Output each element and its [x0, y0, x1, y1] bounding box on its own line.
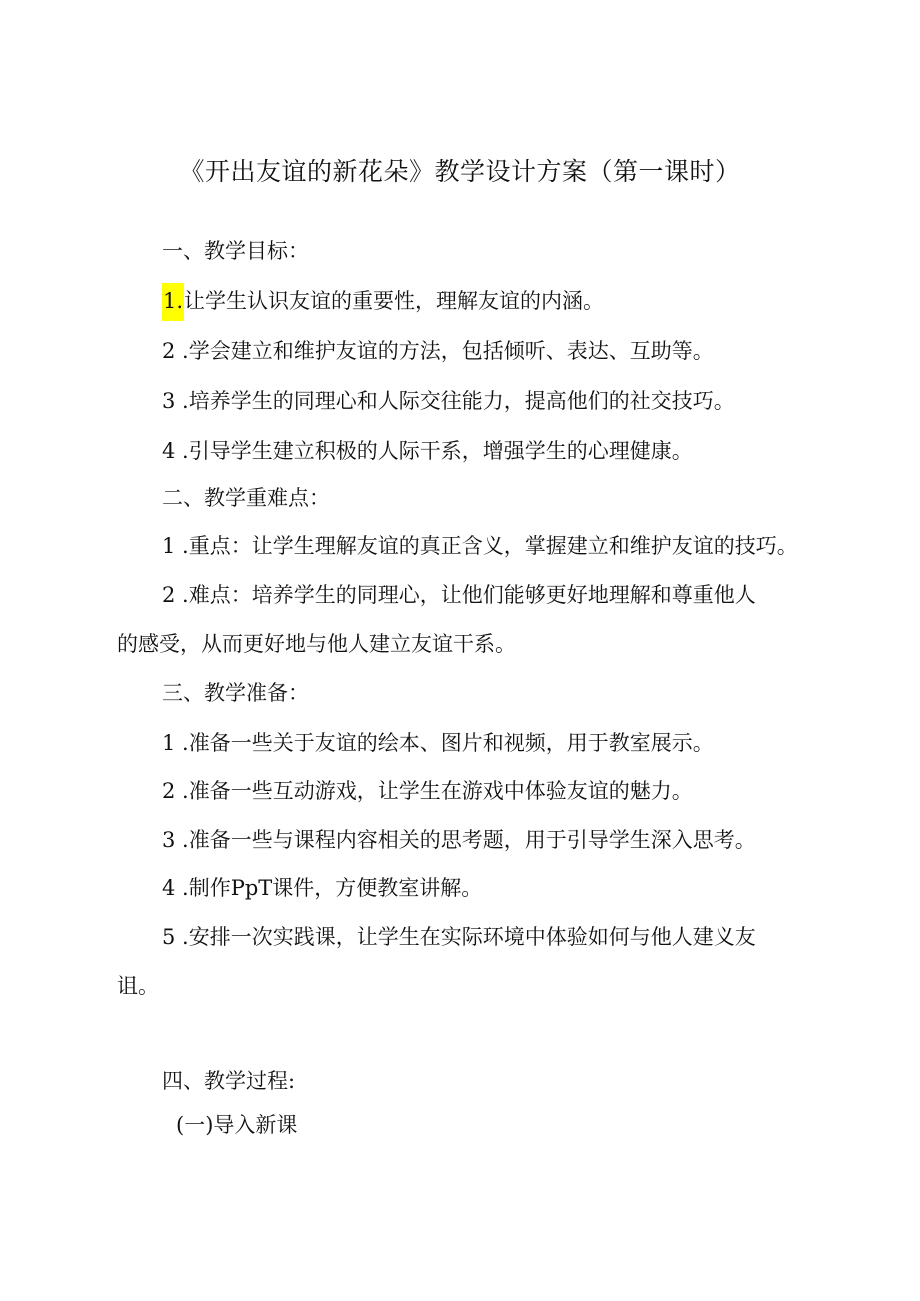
key-point-item-1: 1 .重点：让学生理解友谊的真正含义，掌握建立和维护友谊的技巧。	[162, 534, 798, 558]
preparation-item-3: 3 .准备一些与课程内容相关的思考题，用于引导学生深入思考。	[162, 828, 756, 852]
preparation-item-5-line1: 5 .安排一次实践课，让学生在实际环境中体验如何与他人建义友	[162, 925, 756, 949]
section-heading-key-points: 二、教学重难点：	[162, 486, 330, 510]
key-point-item-2-line2: 的感受，从而更好地与他人建立友谊干系。	[117, 632, 516, 656]
objective-item-1	[162, 286, 604, 316]
objective-item-4: 4 .引导学生建立积极的人际干系，增强学生的心理健康。	[162, 439, 693, 463]
section-heading-process: 四、教学过程:	[162, 1069, 296, 1093]
preparation-item-1: 1 .准备一些关于友谊的绘本、图片和视频，用于教室展示。	[162, 731, 714, 755]
objective-item-1-text: 让学生认识友谊的重要性，理解友谊的内涵。	[184, 289, 605, 313]
highlighted-number: 1.	[162, 283, 184, 321]
section-heading-preparation: 三、教学准备：	[162, 681, 309, 705]
page-title: 《开出友谊的新花朵》教学设计方案（第一课时）	[179, 157, 741, 186]
process-subsection-1: (一)导入新课	[176, 1113, 298, 1137]
preparation-item-2: 2 .准备一些互动游戏，让学生在游戏中体验友谊的魅力。	[162, 779, 693, 803]
section-heading-objectives: 一、教学目标：	[162, 239, 309, 263]
key-point-item-2-line1: 2 .难点：培养学生的同理心，让他们能够更好地理解和尊重他人	[162, 583, 756, 607]
preparation-item-5-line2: 诅。	[117, 974, 159, 998]
preparation-item-4: 4 .制作PpT课件，方便教室讲解。	[162, 876, 483, 900]
objective-item-2: 2 .学会建立和维护友谊的方法，包括倾听、表达、互助等。	[162, 339, 714, 363]
objective-item-3: 3 .培养学生的同理心和人际交往能力，提高他们的社交技巧。	[162, 389, 735, 413]
